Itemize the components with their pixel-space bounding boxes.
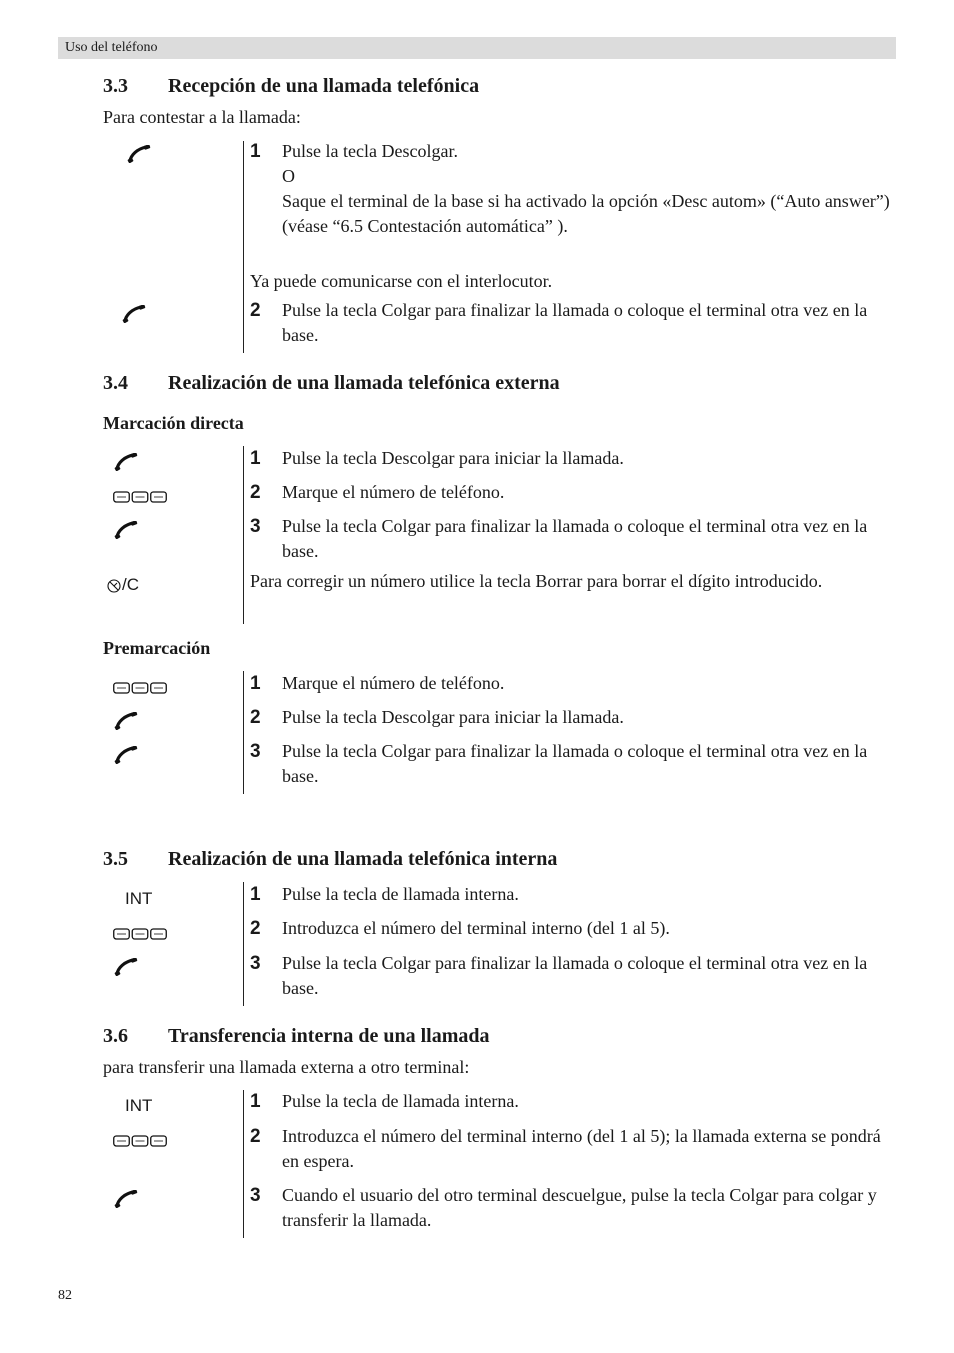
step-text-line: Pulse la tecla Descolgar. xyxy=(282,141,458,161)
step-number: 3 xyxy=(250,516,261,537)
keypad-icon xyxy=(113,1134,167,1148)
handset-icon xyxy=(114,746,138,764)
step-divider xyxy=(243,1090,244,1238)
step-text: Pulse la tecla Descolgar para iniciar la llamada. xyxy=(282,707,624,727)
running-header-title: Uso del teléfono xyxy=(65,40,158,55)
step-2 xyxy=(250,298,895,348)
section-title-3-3 xyxy=(103,75,479,98)
step-number: 3 xyxy=(250,953,261,974)
section-intro: Para contestar a la llamada: xyxy=(103,107,301,127)
step-text: Pulse la tecla de llamada interna. xyxy=(282,884,519,904)
handset-icon xyxy=(127,145,151,163)
clear-key-label: /C xyxy=(122,575,139,594)
step-number: 1 xyxy=(250,141,261,162)
page-number: 82 xyxy=(58,1288,72,1303)
step-number: 2 xyxy=(250,300,261,321)
step-2 xyxy=(250,916,895,941)
section-heading: Recepción de una llamada telefónica xyxy=(168,75,480,97)
section-title-3-4 xyxy=(103,372,560,395)
step-2 xyxy=(250,480,895,505)
step-text: Introduzca el número del terminal interno (del 1 al 5); la llamada externa se pondrá en espera. xyxy=(282,1126,881,1171)
section-heading: Transferencia interna de una llamada xyxy=(168,1025,490,1047)
step-2 xyxy=(250,1124,895,1174)
running-header xyxy=(58,37,896,59)
keypad-icon xyxy=(113,681,167,695)
section-heading: Realización de una llamada telefónica externa xyxy=(168,372,560,394)
step-3 xyxy=(250,514,895,564)
step-divider xyxy=(243,446,244,624)
section-title-3-5 xyxy=(103,848,557,871)
keypad-icon xyxy=(113,490,167,504)
step-text: Pulse la tecla Descolgar para iniciar la llamada. xyxy=(282,448,624,468)
step-text: Pulse la tecla Colgar para finalizar la llamada o coloque el terminal otra vez en la base. xyxy=(282,953,868,998)
step-text: Marque el número de teléfono. xyxy=(282,673,505,693)
step-number: 2 xyxy=(250,918,261,939)
step-number: 1 xyxy=(250,884,261,905)
step-text-line: O xyxy=(282,166,295,186)
handset-icon xyxy=(114,1190,138,1208)
step-number: 1 xyxy=(250,448,261,469)
handset-icon xyxy=(114,453,138,471)
step-1 xyxy=(250,139,895,239)
int-key-label: INT xyxy=(125,889,153,908)
step-text: Pulse la tecla Colgar para finalizar la llamada o coloque el terminal otra vez en la base. xyxy=(282,741,868,786)
int-key-label: INT xyxy=(125,1096,153,1115)
step-text: Introduzca el número del terminal interno (del 1 al 5). xyxy=(282,918,670,938)
step-divider xyxy=(243,671,244,794)
step-3 xyxy=(250,951,895,1001)
step-text: Cuando el usuario del otro terminal descuelgue, pulse la tecla Colgar para colgar y transferir la llamada. xyxy=(282,1185,877,1230)
step-1 xyxy=(250,671,895,696)
step-text: Pulse la tecla Colgar para finalizar la llamada o coloque el terminal otra vez en la base. xyxy=(282,516,868,561)
step-number: 3 xyxy=(250,1185,261,1206)
step-2 xyxy=(250,705,895,730)
step-3 xyxy=(250,1183,895,1233)
step-text-line: (véase “6.5 Contestación automática” ). xyxy=(282,216,568,236)
step-text: Pulse la tecla Colgar para finalizar la llamada o coloque el terminal otra vez en la base. xyxy=(282,300,868,345)
clear-key-icon xyxy=(106,578,122,594)
step-number: 2 xyxy=(250,482,261,503)
step-divider xyxy=(243,882,244,1006)
section-number: 3.5 xyxy=(103,848,128,870)
step-number: 2 xyxy=(250,707,261,728)
step-number: 1 xyxy=(250,1091,261,1112)
handset-icon xyxy=(114,521,138,539)
handset-icon xyxy=(122,305,146,323)
section-intro: para transferir una llamada externa a otro terminal: xyxy=(103,1057,470,1077)
step-text-line: Saque el terminal de la base si ha activado la opción «Desc autom» (“Auto answer”) xyxy=(282,191,890,211)
keypad-icon xyxy=(113,927,167,941)
handset-icon xyxy=(114,958,138,976)
step-number: 3 xyxy=(250,741,261,762)
step-text: Pulse la tecla de llamada interna. xyxy=(282,1091,519,1111)
step-1 xyxy=(250,446,895,471)
section-number: 3.4 xyxy=(103,372,128,394)
section-number: 3.6 xyxy=(103,1025,128,1047)
step-1 xyxy=(250,1089,895,1114)
section-number: 3.3 xyxy=(103,75,128,97)
step-number: 2 xyxy=(250,1126,261,1147)
step-1 xyxy=(250,882,895,907)
section-title-3-6 xyxy=(103,1025,489,1048)
subheading-direct-dialing: Marcación directa xyxy=(103,413,244,433)
step-note: Ya puede comunicarse con el interlocutor. xyxy=(250,271,553,291)
step-number: 1 xyxy=(250,673,261,694)
step-3 xyxy=(250,739,895,789)
step-text: Marque el número de teléfono. xyxy=(282,482,505,502)
step-note: Para corregir un número utilice la tecla Borrar para borrar el dígito introducido. xyxy=(250,571,823,591)
step-divider xyxy=(243,141,244,353)
section-heading: Realización de una llamada telefónica interna xyxy=(168,848,558,870)
subheading-predialing: Premarcación xyxy=(103,638,211,658)
handset-icon xyxy=(114,712,138,730)
